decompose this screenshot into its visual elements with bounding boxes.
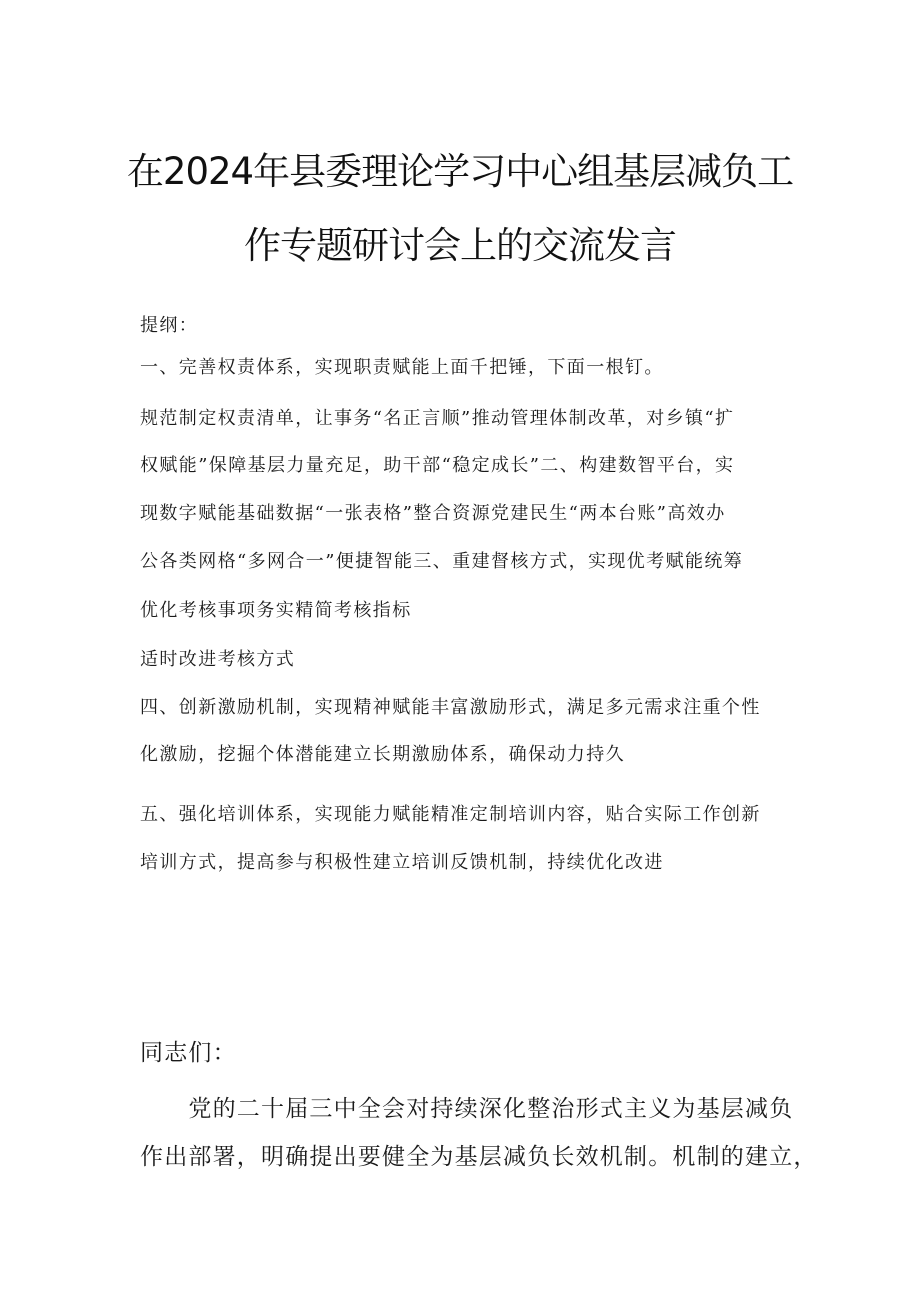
outline-heading: 提纲： — [140, 315, 199, 336]
outline-line: 规范制定权责清单，让事务“名正言顺”推动管理体制改革，对乡镇“扩 — [140, 408, 735, 429]
outline-line: 五、强化培训体系，实现能力赋能精准定制培训内容，贴合实际工作创新 — [140, 804, 761, 825]
document-title-line-2: 作专题研讨会上的交流发言 — [244, 224, 676, 267]
outline-line: 培训方式，提高参与积极性建立培训反馈机制，持续优化改进 — [140, 852, 664, 873]
outline-line: 现数字赋能基础数据“一张表格”整合资源党建民生“两本台账”高效办 — [140, 503, 726, 524]
outline-line: 权赋能”保障基层力量充足，助干部“稳定成长”二、构建数智平台，实 — [140, 455, 735, 476]
salutation: 同志们： — [140, 1040, 237, 1066]
outline-line: 公各类网格“多网合一”便捷智能三、重建督核方式，实现优考赋能统筹 — [140, 551, 744, 572]
outline-line: 一、完善权责体系，实现职责赋能上面千把锤，下面一根钉。 — [140, 357, 664, 378]
body-paragraph-line: 作出部署，明确提出要健全为基层减负长效机制。机制的建立， — [140, 1144, 818, 1170]
outline-line: 优化考核事项务实精简考核指标 — [140, 600, 412, 621]
outline-line: 四、创新激励机制，实现精神赋能丰富激励形式，满足多元需求注重个性 — [140, 697, 761, 718]
body-paragraph-line: 党的二十届三中全会对持续深化整治形式主义为基层减负 — [140, 1096, 794, 1122]
document-title-line-1: 在2024年县委理论学习中心组基层减负工 — [126, 150, 794, 193]
outline-line: 化激励，挖掘个体潜能建立长期激励体系，确保动力持久 — [140, 744, 625, 765]
outline-line: 适时改进考核方式 — [140, 649, 296, 670]
